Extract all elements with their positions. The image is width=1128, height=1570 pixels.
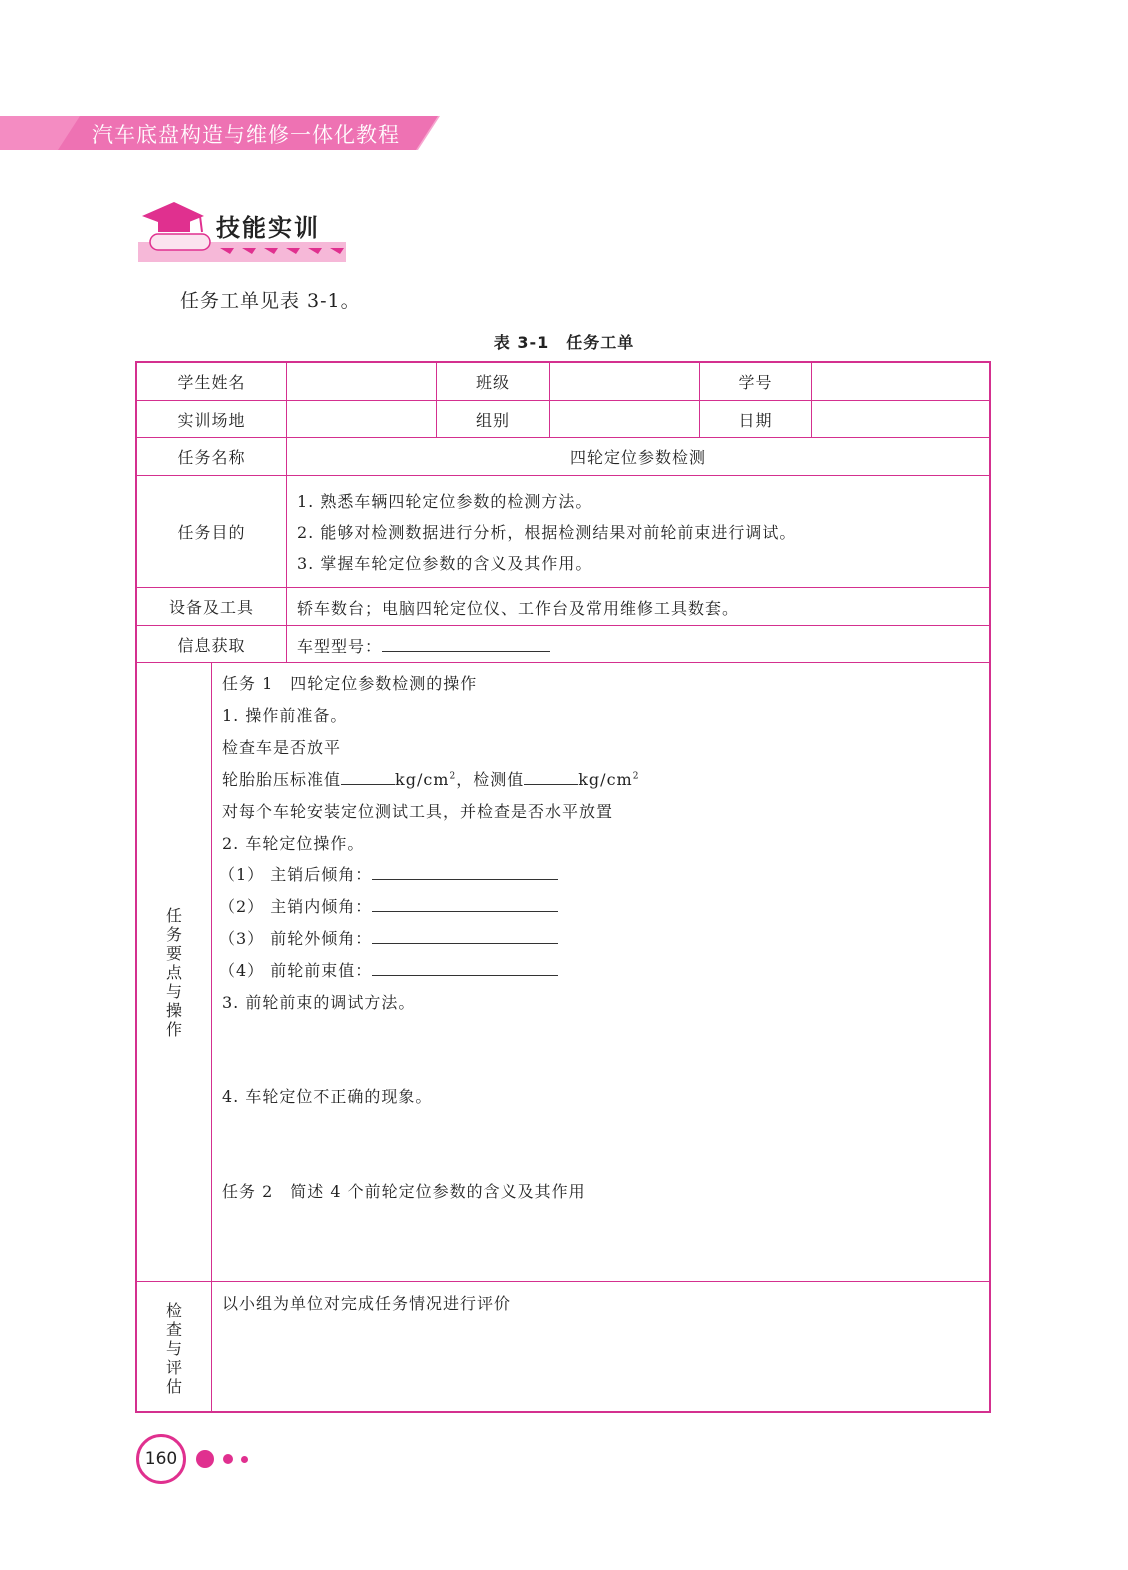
- section-title: 技能实训: [216, 214, 320, 242]
- tire-standard-label: 轮胎胎压标准值: [222, 770, 342, 789]
- task2-title: 任务 2 简述 4 个前轮定位参数的含义及其作用: [222, 1182, 586, 1201]
- col-divider: [211, 662, 212, 1411]
- tire-unit: kg/cm: [578, 770, 633, 789]
- student-id-field[interactable]: [812, 363, 989, 400]
- toe-blank[interactable]: [372, 959, 558, 976]
- check-level: 检查车是否放平: [222, 738, 342, 757]
- header-banner: [0, 116, 440, 150]
- student-name-label: 学生姓名: [177, 373, 246, 392]
- step3: 3. 前轮前束的调试方法。: [222, 993, 416, 1012]
- decor-dot: [223, 1454, 233, 1464]
- ops-label: 任务要点与操作: [165, 906, 182, 1039]
- task-name-label: 任务名称: [177, 448, 246, 467]
- decor-dot: [196, 1450, 214, 1468]
- param-row: [219, 958, 558, 981]
- purpose-label: 任务目的: [177, 523, 246, 542]
- step2: 2. 车轮定位操作。: [222, 834, 365, 853]
- tire-measured-label: ，检测值: [456, 770, 525, 789]
- decor-dot: [241, 1456, 248, 1463]
- info-label: 信息获取: [177, 635, 246, 655]
- camber-blank[interactable]: [372, 927, 558, 944]
- group-field[interactable]: [550, 401, 699, 437]
- row-divider: [137, 1281, 989, 1282]
- car-model-label: 车型型号：: [297, 637, 383, 656]
- kingpin-inclination-blank[interactable]: [372, 895, 558, 912]
- purpose-item: 1. 熟悉车辆四轮定位参数的检测方法。: [297, 492, 593, 511]
- section-badge: [138, 196, 348, 266]
- equipment-value: 轿车数台；电脑四轮定位仪、工作台及常用维修工具数套。: [297, 599, 740, 618]
- date-label: 日期: [738, 410, 773, 430]
- tire-standard-blank[interactable]: [341, 768, 395, 785]
- install-tools: 对每个车轮安装定位测试工具，并检查是否水平放置: [222, 802, 614, 821]
- param-row: [219, 926, 558, 949]
- date-field[interactable]: [812, 401, 989, 437]
- camber-label: （3） 前轮外倾角：: [219, 929, 373, 948]
- task-sheet-table: [135, 361, 991, 1413]
- intro-text: 任务工单见表 3-1。: [180, 290, 361, 312]
- kingpin-inclination-label: （2） 主销内倾角：: [219, 897, 373, 916]
- eval-value: 以小组为单位对完成任务情况进行评价: [222, 1294, 512, 1313]
- class-field[interactable]: [550, 363, 699, 400]
- training-site-field[interactable]: [287, 401, 436, 437]
- task-name-value: 四轮定位参数检测: [569, 448, 706, 467]
- tire-unit-exponent: 2: [449, 771, 457, 782]
- task1-title: 任务 1 四轮定位参数检测的操作: [222, 674, 478, 693]
- purpose-item: 2. 能够对检测数据进行分析，根据检测结果对前轮前束进行调试。: [297, 523, 797, 542]
- tire-unit: kg/cm: [395, 770, 450, 789]
- param-row: [219, 862, 558, 885]
- table-caption: 表 3-1 任务工单: [493, 333, 635, 352]
- caster-blank[interactable]: [372, 863, 558, 880]
- page-number: 160: [136, 1434, 186, 1484]
- ops-vertical-label: [162, 906, 186, 1039]
- tire-unit-exponent: 2: [632, 771, 640, 782]
- eval-label: 检查与评估: [165, 1301, 182, 1396]
- step4: 4. 车轮定位不正确的现象。: [222, 1087, 433, 1106]
- student-id-label: 学号: [738, 373, 773, 392]
- book-title: 汽车底盘构造与维修一体化教程: [92, 123, 400, 147]
- equipment-label: 设备及工具: [168, 598, 254, 617]
- student-name-field[interactable]: [287, 363, 436, 400]
- purpose-item: 3. 掌握车轮定位参数的含义及其作用。: [297, 554, 593, 573]
- class-label: 班级: [475, 373, 510, 392]
- step1: 1. 操作前准备。: [222, 706, 348, 725]
- info-row: [297, 634, 550, 657]
- eval-vertical-label: [162, 1301, 186, 1396]
- training-site-label: 实训场地: [177, 410, 246, 430]
- param-row: [219, 894, 558, 917]
- toe-label: （4） 前轮前束值：: [219, 961, 373, 980]
- tire-pressure-row: [222, 767, 639, 790]
- car-model-blank[interactable]: [382, 635, 550, 652]
- row-divider: [137, 662, 989, 663]
- group-label: 组别: [475, 410, 510, 430]
- tire-measured-blank[interactable]: [524, 768, 578, 785]
- caster-label: （1） 主销后倾角：: [219, 865, 373, 884]
